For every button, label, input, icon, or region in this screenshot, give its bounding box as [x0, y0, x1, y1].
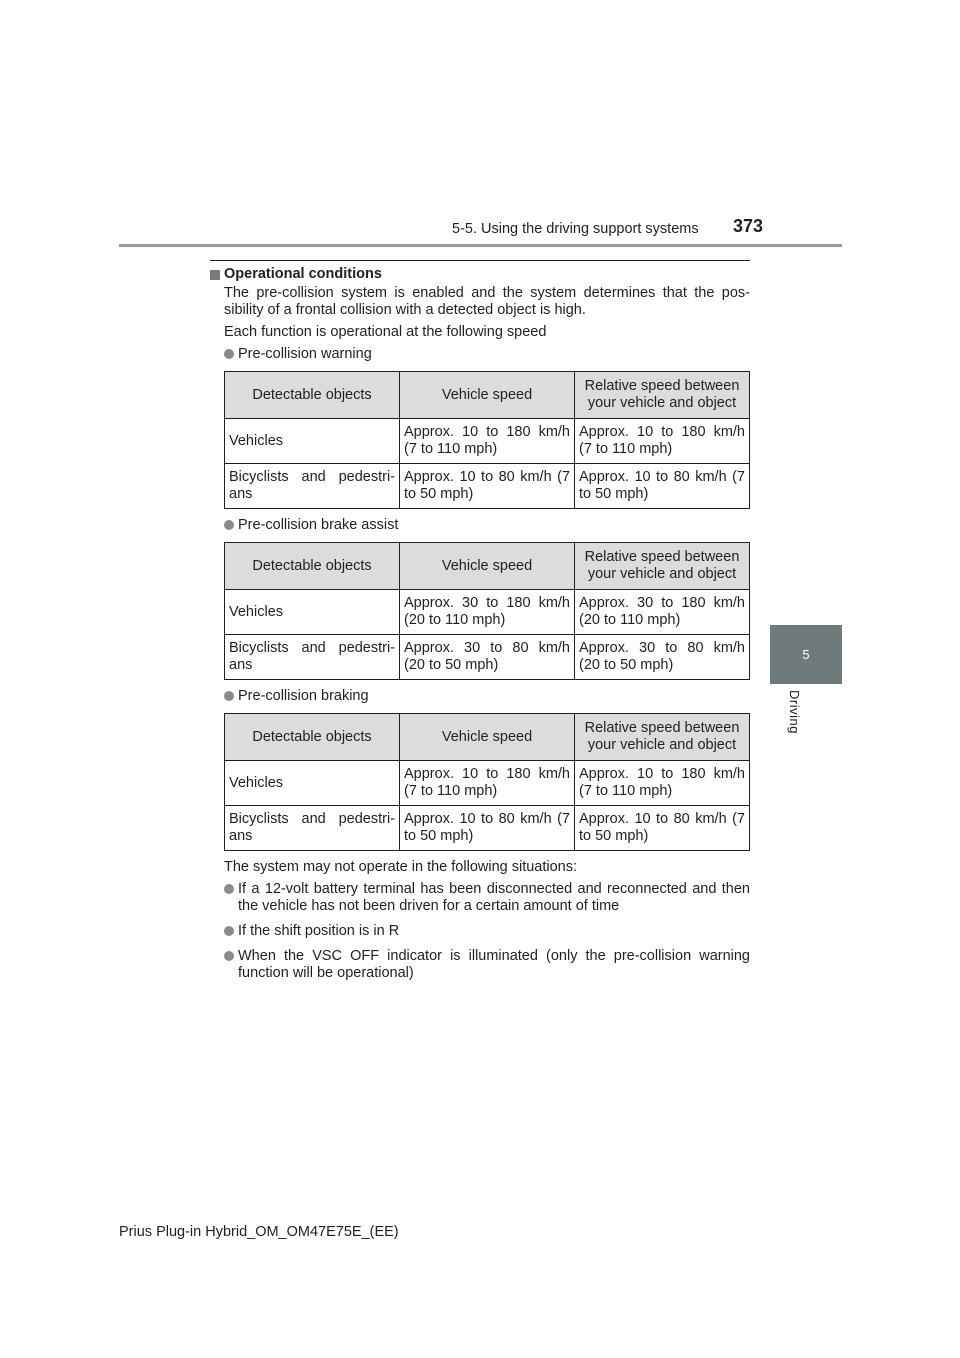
table-row [225, 419, 750, 464]
list-item [224, 881, 750, 915]
table-cell: Approx. 10 to 180 km/h (7 to 110 mph) [400, 761, 575, 806]
table-cell: Vehicles [225, 761, 400, 806]
table-cell: Approx. 30 to 80 km/h (20 to 50 mph) [400, 635, 575, 680]
function-label-text: Pre-collision warning [238, 346, 372, 362]
table-row [225, 590, 750, 635]
table-row [225, 806, 750, 851]
table-cell: Approx. 10 to 80 km/h (7 to 50 mph) [575, 806, 750, 851]
function-label [224, 346, 750, 363]
bullet-dot-icon [224, 349, 234, 359]
situations-intro: The system may not operate in the following situations: [224, 859, 578, 875]
list-item-text: If the shift position is in R [238, 923, 400, 939]
speed-intro: Each function is operational at the following speed [224, 324, 547, 340]
function-label-text: Pre-collision brake assist [238, 517, 399, 533]
page-number: 373 [733, 216, 764, 236]
bullet-dot-icon [224, 691, 234, 701]
table-cell: Approx. 10 to 80 km/h (7 to 50 mph) [400, 464, 575, 509]
speed-table [224, 542, 750, 680]
table-header-cell: Vehicle speed [400, 714, 575, 761]
table-cell: Bicyclists and pedestri-ans [225, 635, 400, 680]
table-header-cell: Relative speed between your vehicle and object [575, 372, 750, 419]
table-cell: Approx. 10 to 180 km/h (7 to 110 mph) [575, 419, 750, 464]
header-title: 5-5. Using the driving support systems [452, 221, 699, 237]
table-header-cell: Relative speed between your vehicle and object [575, 543, 750, 590]
list-item [224, 948, 750, 982]
square-bullet-icon [210, 270, 220, 280]
list-item-text: When the VSC OFF indicator is illuminated (only the pre-collision warning function will be operational) [238, 948, 750, 981]
table-cell: Vehicles [225, 419, 400, 464]
table-row [225, 635, 750, 680]
table-cell: Bicyclists and pedestri-ans [225, 464, 400, 509]
section-heading [210, 266, 750, 283]
table-cell: Approx. 10 to 180 km/h (7 to 110 mph) [400, 419, 575, 464]
table-cell: Approx. 30 to 80 km/h (20 to 50 mph) [575, 635, 750, 680]
table-header-row [225, 714, 750, 761]
table-header-row [225, 372, 750, 419]
chapter-tab: 5 [770, 625, 842, 684]
bullet-dot-icon [224, 926, 234, 936]
section-intro: The pre-collision system is enabled and the system determines that the pos-sibility of a frontal collision with a detected object is high. [224, 285, 750, 318]
table-cell: Approx. 30 to 180 km/h (20 to 110 mph) [400, 590, 575, 635]
bullet-dot-icon [224, 951, 234, 961]
list-item [224, 923, 750, 940]
table-header-cell: Vehicle speed [400, 543, 575, 590]
table-cell: Bicyclists and pedestri-ans [225, 806, 400, 851]
table-header-cell: Relative speed between your vehicle and object [575, 714, 750, 761]
header-rule [119, 244, 842, 247]
footer-text: Prius Plug-in Hybrid_OM_OM47E75E_(EE) [119, 1224, 399, 1240]
chapter-label: Driving [787, 690, 802, 734]
function-label-text: Pre-collision braking [238, 688, 369, 704]
main-content [210, 266, 750, 990]
section-heading-text: Operational conditions [224, 266, 382, 282]
table-cell: Approx. 10 to 80 km/h (7 to 50 mph) [400, 806, 575, 851]
table-header-cell: Vehicle speed [400, 372, 575, 419]
list-item-text: If a 12-volt battery terminal has been disconnected and reconnected and then the vehicle has not been driven for a certain amount of time [238, 881, 750, 914]
table-header-cell: Detectable objects [225, 372, 400, 419]
table-cell: Approx. 10 to 180 km/h (7 to 110 mph) [575, 761, 750, 806]
function-label [224, 517, 750, 534]
table-cell: Approx. 10 to 80 km/h (7 to 50 mph) [575, 464, 750, 509]
table-cell: Vehicles [225, 590, 400, 635]
table-row [225, 761, 750, 806]
table-cell: Approx. 30 to 180 km/h (20 to 110 mph) [575, 590, 750, 635]
table-header-row [225, 543, 750, 590]
table-header-cell: Detectable objects [225, 714, 400, 761]
table-header-cell: Detectable objects [225, 543, 400, 590]
section-rule [210, 260, 750, 261]
bullet-dot-icon [224, 884, 234, 894]
function-label [224, 688, 750, 705]
bullet-dot-icon [224, 520, 234, 530]
speed-table [224, 713, 750, 851]
table-row [225, 464, 750, 509]
speed-table [224, 371, 750, 509]
